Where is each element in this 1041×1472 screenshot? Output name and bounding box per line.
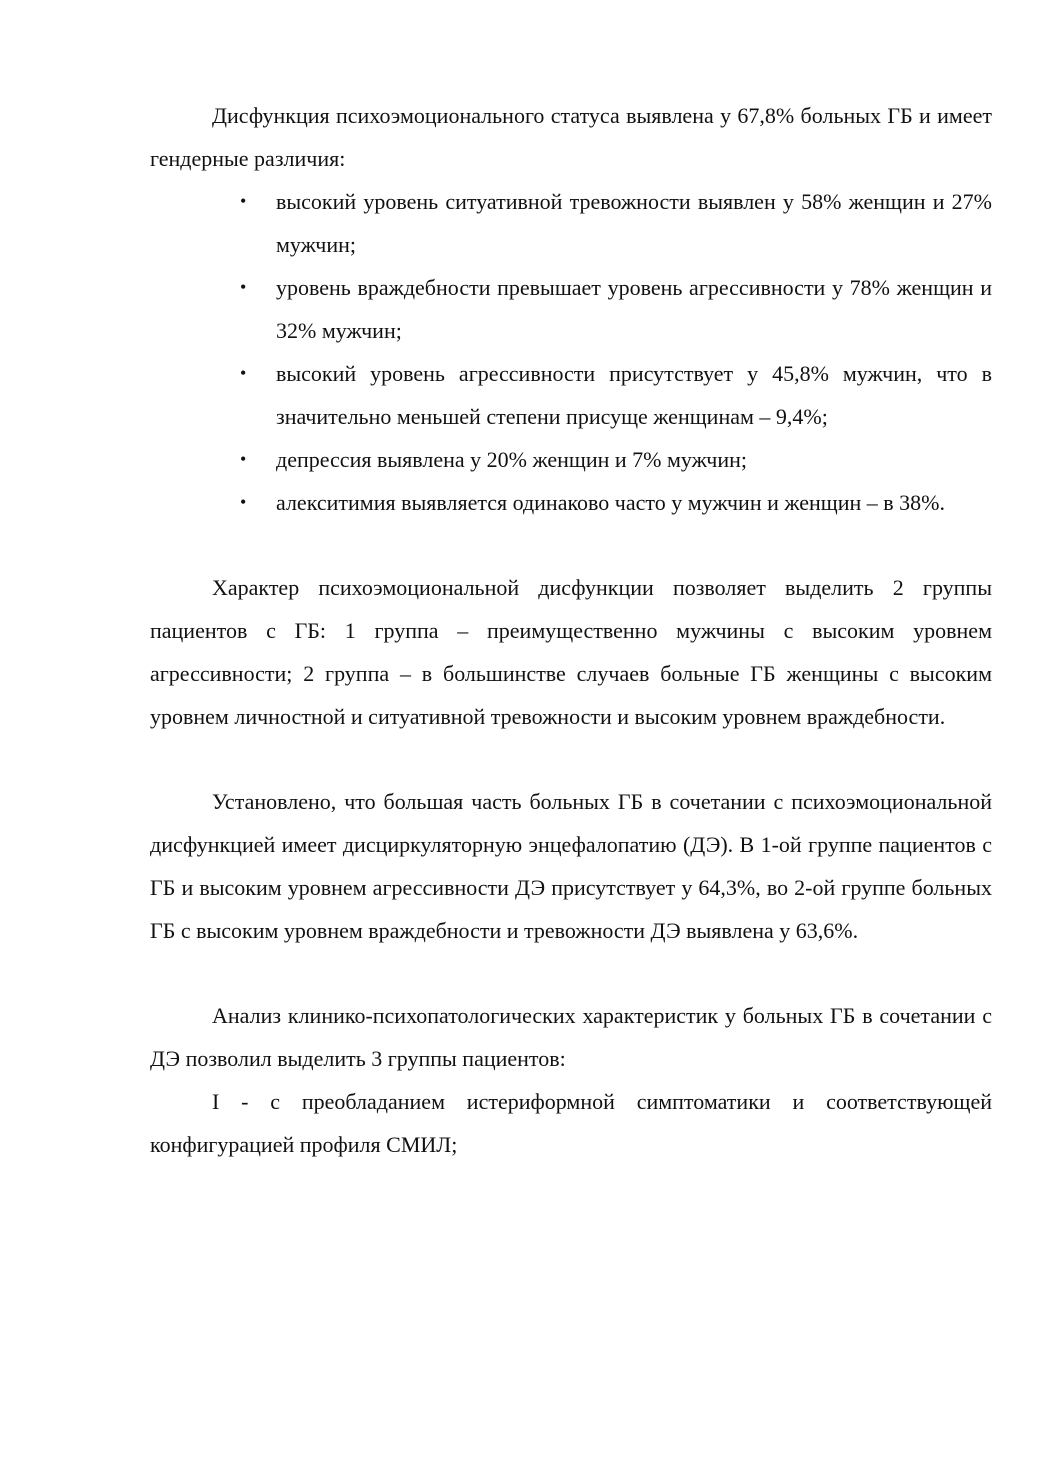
list-item-text: высокий уровень ситуативной тревожности выявлен у 58% женщин и 27% мужчин; — [276, 189, 992, 257]
list-item — [240, 481, 992, 524]
paragraph-group-one: I - с преобладанием истериформной симптоматики и соответствующей конфигурацией профиля СМИЛ; — [150, 1089, 992, 1157]
paragraph-dysfunction-intro: Дисфункция психоэмоционального статуса выявлена у 67,8% больных ГБ и имеет гендерные различия: — [150, 103, 992, 171]
gender-differences-list — [150, 180, 992, 524]
paragraph-spacer — [150, 952, 992, 994]
bullet-icon: • — [240, 191, 247, 211]
paragraph-analysis: Анализ клинико-психопатологических характеристик у больных ГБ в сочетании с ДЭ позволил выделить 3 группы пациентов: — [150, 1003, 992, 1071]
paragraph-spacer — [150, 524, 992, 566]
paragraph-spacer — [150, 738, 992, 780]
bullet-icon: • — [240, 277, 247, 297]
list-item-text: депрессия выявлена у 20% женщин и 7% мужчин; — [276, 447, 748, 472]
list-item-text: алекситимия выявляется одинаково часто у мужчин и женщин – в 38%. — [276, 490, 946, 515]
list-item — [240, 352, 992, 438]
paragraph-encephalopathy: Установлено, что большая часть больных ГБ в сочетании с психоэмоциональной дисфункцией имеет дисциркуляторную энцефалопатию (ДЭ). В 1-ой группе пациентов с ГБ и высоким уровнем агрессивности ДЭ присутствует у 64,3%, во 2-ой группе больных ГБ с высоким уровнем враждебности и тревожности ДЭ выявлена у 63,6%. — [150, 789, 992, 943]
list-item — [240, 438, 992, 481]
paragraph-patient-groups: Характер психоэмоциональной дисфункции позволяет выделить 2 группы пациентов с ГБ: 1 группа – преимущественно мужчины с высоким уровнем агрессивности; 2 группа – в большинстве случаев больные ГБ женщины с высоким уровнем личностной и ситуативной тревожности и высоким уровнем враждебности. — [150, 575, 992, 729]
list-item-text: высокий уровень агрессивности присутствует у 45,8% мужчин, что в значительно меньшей степени присуще женщинам – 9,4%; — [276, 361, 992, 429]
document-page — [150, 94, 992, 1166]
bullet-icon: • — [240, 492, 247, 512]
bullet-icon: • — [240, 449, 247, 469]
list-item — [240, 180, 992, 266]
bullet-icon: • — [240, 363, 247, 383]
list-item — [240, 266, 992, 352]
list-item-text: уровень враждебности превышает уровень агрессивности у 78% женщин и 32% мужчин; — [276, 275, 992, 343]
